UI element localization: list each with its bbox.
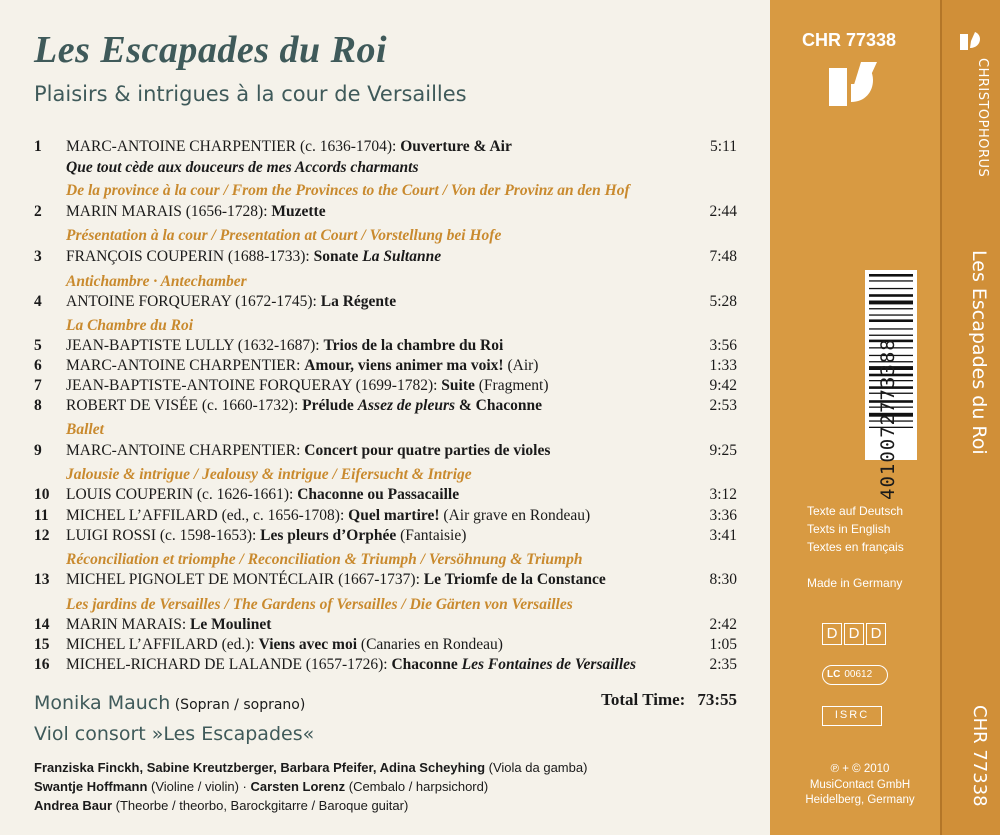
track-composer: MARC-ANTOINE CHARPENTIER:	[66, 357, 305, 374]
track-number: 12	[34, 527, 50, 544]
track-work: Prélude	[302, 397, 358, 414]
track-composer: MICHEL-RICHARD DE LALANDE (1657-1726):	[66, 656, 392, 673]
track-title	[66, 571, 606, 589]
track-duration: 8:30	[709, 571, 737, 588]
track-work-italic: Les Fontaines de Versailles	[461, 656, 637, 673]
spine-catalog: CHR 77338	[969, 705, 990, 807]
track-subtitle: Que tout cède aux douceurs de mes Accords charmants	[66, 159, 419, 176]
track-title	[66, 248, 441, 266]
total-time-label: Total Time:	[601, 690, 686, 709]
track-duration: 7:48	[709, 248, 737, 265]
track-work: Quel martire!	[348, 507, 440, 524]
track-row	[0, 442, 770, 465]
total-time-value: 73:55	[697, 690, 737, 709]
track-duration: 1:05	[709, 636, 737, 653]
musician-line	[34, 779, 488, 794]
track-title	[66, 616, 271, 634]
track-title	[66, 337, 503, 355]
musician-role: (Cembalo / harpsichord)	[345, 779, 489, 794]
track-number: 8	[34, 397, 42, 414]
track-title	[66, 507, 590, 525]
track-number: 4	[34, 293, 42, 310]
track-work: La Régente	[320, 293, 397, 310]
track-number: 7	[34, 377, 42, 394]
track-row	[0, 656, 770, 679]
spine	[940, 0, 1000, 835]
track-work: Chaconne	[391, 656, 462, 673]
track-work: Sonate	[313, 248, 363, 265]
track-note: (Air grave en Rondeau)	[439, 507, 591, 524]
track-duration: 3:56	[709, 337, 737, 354]
track-duration: 9:25	[709, 442, 737, 459]
musician-names: Franziska Finckh, Sabine Kreutzberger, Barbara Pfeifer, Adina Scheyhing	[34, 760, 486, 775]
track-composer: FRANÇOIS COUPERIN (1688-1733):	[66, 248, 314, 265]
track-row	[0, 571, 770, 594]
track-duration: 3:12	[709, 486, 737, 503]
section-title: Présentation à la cour / Presentation at Court / Vorstellung bei Hofe	[66, 227, 502, 244]
track-number: 3	[34, 248, 42, 265]
musician-name: Andrea Baur	[34, 798, 113, 813]
album-title: Les Escapades du Roi	[34, 29, 388, 71]
track-work-italic: Assez de pleurs	[357, 397, 456, 414]
track-title	[66, 203, 326, 221]
soloist-name: Monika Mauch	[34, 692, 171, 714]
track-row	[0, 248, 770, 271]
label-code	[822, 665, 888, 685]
copyright: ℗ + © 2010	[830, 763, 890, 775]
track-number: 6	[34, 357, 42, 374]
total-time	[601, 690, 737, 710]
track-duration: 5:28	[709, 293, 737, 310]
spine-logo-icon	[958, 30, 982, 54]
track-title	[66, 656, 636, 674]
track-duration: 3:41	[709, 527, 737, 544]
track-note: (Fantaisie)	[396, 527, 467, 544]
track-work-italic: La Sultanne	[362, 248, 442, 265]
musician-role: (Violine / violin) ·	[147, 779, 251, 794]
section-title: Jalousie & intrigue / Jealousy & intrigue / Eifersucht & Intrige	[66, 466, 472, 483]
track-number: 13	[34, 571, 50, 588]
section-title: De la province à la cour / From the Provinces to the Court / Von der Provinz an den Hof	[66, 182, 630, 199]
section-header	[0, 421, 770, 444]
track-duration: 9:42	[709, 377, 737, 394]
track-composer: ROBERT DE VISÉE (c. 1660-1732):	[66, 397, 303, 414]
section-header	[0, 227, 770, 250]
track-duration: 2:42	[709, 616, 737, 633]
track-row	[0, 486, 770, 509]
track-work: Le Triomfe de la Constance	[423, 571, 606, 588]
track-title	[66, 636, 503, 654]
track-composer: MARIN MARAIS:	[66, 616, 191, 633]
musician-role: (Viola da gamba)	[485, 760, 588, 775]
track-work: Muzette	[271, 203, 326, 220]
track-title	[66, 357, 538, 375]
track-composer: MICHEL PIGNOLET DE MONTÉCLAIR (1667-1737):	[66, 571, 424, 588]
track-note: (Air)	[503, 357, 539, 374]
track-duration: 2:35	[709, 656, 737, 673]
track-note: (Fragment)	[474, 377, 549, 394]
track-duration: 5:11	[710, 138, 737, 155]
track-composer: JEAN-BAPTISTE-ANTOINE FORQUERAY (1699-1782):	[66, 377, 442, 394]
section-title: Les jardins de Versailles / The Gardens of Versailles / Die Gärten von Versailles	[66, 596, 573, 613]
track-row	[0, 293, 770, 316]
section-header	[0, 182, 770, 205]
section-title: Antichambre · Antechamber	[66, 273, 247, 290]
track-number: 5	[34, 337, 42, 354]
track-composer: JEAN-BAPTISTE LULLY (1632-1687):	[66, 337, 324, 354]
made-in: Made in Germany	[807, 576, 903, 590]
isrc-box: ISRC	[822, 706, 882, 726]
track-work: Les pleurs d’Orphée	[260, 527, 397, 544]
publisher: MusiContact GmbH	[809, 778, 911, 791]
track-note: (Canaries en Rondeau)	[357, 636, 503, 653]
soloist	[34, 692, 305, 714]
ddd-letter: D	[844, 623, 864, 645]
musician-line	[34, 798, 408, 813]
track-composer: MARC-ANTOINE CHARPENTIER (c. 1636-1704):	[66, 138, 401, 155]
track-composer: MICHEL L’AFFILARD (ed., c. 1656-1708):	[66, 507, 349, 524]
christophorus-logo-icon	[825, 58, 881, 114]
spine-brand: CHRISTOPHORUS	[975, 58, 990, 178]
track-composer: LOUIS COUPERIN (c. 1626-1661):	[66, 486, 298, 503]
track-title	[66, 138, 512, 156]
track-number: 14	[34, 616, 50, 633]
track-composer: MARC-ANTOINE CHARPENTIER:	[66, 442, 305, 459]
musician-name: Carsten Lorenz	[250, 779, 346, 794]
track-work: Ouverture & Air	[400, 138, 512, 155]
track-work: Chaconne ou Passacaille	[297, 486, 460, 503]
track-work: Viens avec moi	[258, 636, 358, 653]
track-work: Amour, viens animer ma voix!	[304, 357, 504, 374]
ddd-letter: D	[822, 623, 842, 645]
track-title	[66, 486, 459, 504]
spine-title: Les Escapades du Roi	[968, 250, 990, 455]
album-subtitle: Plaisirs & intrigues à la cour de Versailles	[34, 82, 467, 106]
track-title	[66, 397, 542, 415]
language-fr: Textes en français	[807, 540, 904, 554]
publisher-city: Heidelberg, Germany	[805, 794, 915, 806]
ensemble-name: Viol consort »Les Escapades«	[34, 723, 315, 745]
musician-name: Swantje Hoffmann	[34, 779, 148, 794]
label-panel	[770, 0, 940, 835]
barcode-number: 4010072773388	[877, 338, 899, 500]
track-row	[0, 527, 770, 550]
track-duration: 1:33	[709, 357, 737, 374]
track-work: Concert pour quatre parties de violes	[304, 442, 551, 459]
section-title: Réconciliation et triomphe / Reconciliation & Triumph / Versöhnung & Triumph	[66, 551, 583, 568]
track-row	[0, 397, 770, 420]
musician-role: (Theorbe / theorbo, Barockgitarre / Baroque guitar)	[112, 798, 409, 813]
track-composer: MARIN MARAIS (1656-1728):	[66, 203, 272, 220]
track-work-end: & Chaconne	[455, 397, 542, 414]
lc-code: 00612	[844, 669, 873, 680]
catalog-number: CHR 77338	[802, 30, 897, 50]
track-subtitle-row	[0, 159, 770, 182]
soloist-role: (Sopran / soprano)	[170, 697, 306, 713]
ddd-code	[822, 623, 886, 645]
track-number: 1	[34, 138, 42, 155]
track-number: 15	[34, 636, 50, 653]
track-duration: 3:36	[709, 507, 737, 524]
track-title	[66, 293, 396, 311]
track-number: 11	[34, 507, 49, 524]
track-composer: LUIGI ROSSI (c. 1598-1653):	[66, 527, 261, 544]
track-work: Suite	[441, 377, 475, 394]
language-en: Texts in English	[807, 522, 891, 536]
track-row	[0, 203, 770, 226]
track-row	[0, 138, 770, 161]
lc-mark: LC	[827, 669, 841, 680]
copyright-block	[805, 762, 915, 809]
track-number: 2	[34, 203, 42, 220]
section-title: La Chambre du Roi	[66, 317, 194, 334]
track-title	[66, 377, 549, 395]
track-number: 16	[34, 656, 50, 673]
track-composer: ANTOINE FORQUERAY (1672-1745):	[66, 293, 321, 310]
track-duration: 2:53	[709, 397, 737, 414]
track-number: 9	[34, 442, 42, 459]
musician-line	[34, 760, 587, 775]
track-title	[66, 442, 550, 460]
track-duration: 2:44	[709, 203, 737, 220]
track-composer: MICHEL L’AFFILARD (ed.):	[66, 636, 259, 653]
track-work: Le Moulinet	[190, 616, 272, 633]
section-title: Ballet	[66, 421, 104, 438]
track-work: Trios de la chambre du Roi	[323, 337, 504, 354]
track-title	[66, 527, 466, 545]
languages	[807, 502, 904, 556]
language-de: Texte auf Deutsch	[807, 504, 904, 518]
ddd-letter: D	[866, 623, 886, 645]
track-number: 10	[34, 486, 50, 503]
